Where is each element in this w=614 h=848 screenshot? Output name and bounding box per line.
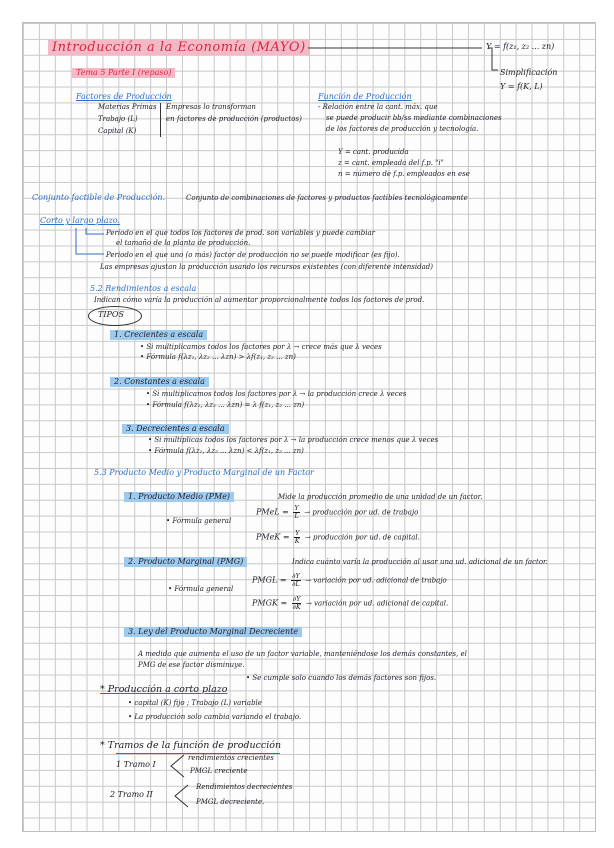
funcion-def: Y = cant. producida <box>338 148 409 156</box>
tipo-2-formula: • Fórmula f(λz₁, λz₂ ... λzn) = λ f(z₁, z₂ ... zn) <box>146 401 305 409</box>
conjunto-heading: Conjunto factible de Producción. <box>32 193 166 202</box>
pmgk-formula: PMGK = $\frac{\partial Y}{\partial K}$ → variación por ud. adicional de capital. <box>252 595 449 611</box>
tipo-1-heading: 1. Crecientes a escala <box>110 330 207 340</box>
tramo-1-item: PMGL creciente <box>190 767 248 775</box>
factor-item: Capital (K) <box>98 127 137 135</box>
page-subtitle: Tema 5 Parte I (repaso) <box>72 68 175 78</box>
pmgl-formula: PMGL = $\frac{\partial Y}{\partial L}$ → variación por ud. adicional de trabajo <box>252 572 447 588</box>
plazo-arrows <box>70 226 110 262</box>
simplification-label: Simplificación <box>500 68 558 77</box>
tramo-2-label: 2 Tramo II <box>110 790 153 799</box>
corto-heading: * Producción a corto plazo <box>100 684 228 695</box>
pmg-heading: 2. Producto Marginal (PMG) <box>124 557 247 567</box>
tipo-3-heading: 3. Decrecientes a escala <box>122 424 229 434</box>
tramo-2-item: PMGL decreciente. <box>196 798 265 806</box>
plazo-heading: Corto y largo plazo. <box>40 216 120 225</box>
funcion-text: - Relación entre la cant. máx. que <box>318 103 438 111</box>
tramos-heading: * Tramos de la función de producción <box>100 740 282 751</box>
ley-text: A medida que aumenta el uso de un factor variable, manteniéndose los demás constantes, el <box>138 650 467 658</box>
rendimientos-heading: 5.2 Rendimientos a escala <box>90 284 197 293</box>
plazo-text: Las empresas ajustan la producción usando los recursos existentes (con diferente intensidad) <box>100 263 433 271</box>
pme-heading: 1. Producto Medio (PMe) <box>124 492 234 502</box>
function-general: Y = f(z₁, z₂ ... zn) <box>486 42 555 51</box>
corto-bullet: • La producción solo cambia variando el trabajo. <box>128 713 302 721</box>
pmek-formula: PMeK = $\frac{Y}{K}$ → producción por ud. de capital. <box>256 529 420 545</box>
conjunto-text: Conjunto de combinaciones de factores y productos factibles tecnológicamente <box>186 194 468 202</box>
producto-heading: 5.3 Producto Medio y Producto Marginal de un Factor <box>94 468 314 477</box>
pme-formula-label: • Fórmula general <box>166 517 232 525</box>
factores-heading: Factores de Producción <box>76 92 172 101</box>
header-arrow-lines <box>308 44 508 90</box>
funcion-def: n = número de f.p. empleados en ese <box>338 170 470 178</box>
page-title: Introducción a la Economía (MAYO) <box>48 40 310 55</box>
pmg-formula-label: • Fórmula general <box>168 585 234 593</box>
tramo-1-item: rendimientos crecientes <box>188 754 274 762</box>
factores-desc: en factores de producción (productos) <box>166 115 302 123</box>
ley-note: • Se cumple solo cuando los demás factores son fijos. <box>246 674 437 682</box>
pmel-formula: PMeL = $\frac{Y}{L}$ → producción por ud. de trabajo <box>256 504 419 520</box>
plazo-text: Periodo en el que uno (o más) factor de producción no se puede modificar (es fijo). <box>106 251 400 259</box>
pmg-desc: Indica cuánto varía la producción al usar una ud. adicional de un factor. <box>292 558 548 566</box>
factores-desc: Empresas lo transforman <box>166 103 256 111</box>
ley-heading: 3. Ley del Producto Marginal Decreciente <box>124 627 302 637</box>
tipos-label: TIPOS <box>98 310 124 319</box>
plazo-text: Periodo en el que todos los factores de prod. son variables y puede cambiar <box>106 229 375 237</box>
factor-item: Trabajo (L) <box>98 115 138 123</box>
ley-text: PMG de ese factor disminuye. <box>138 661 245 669</box>
funcion-heading: Función de Producción <box>318 92 412 101</box>
chevron-left-icon <box>172 783 192 809</box>
chevron-left-icon <box>168 753 188 779</box>
plazo-text: el tamaño de la planta de producción. <box>116 239 251 247</box>
tipo-2-text: • Si multiplicamos todos los factores por λ → la producción crece λ veces <box>146 390 407 398</box>
factor-item: Materias Primas <box>98 103 157 111</box>
tipo-3-text: • Si multiplicas todos los factores por λ → la producción crece menos que λ veces <box>148 436 439 444</box>
corto-bullet: • capital (K) fijo ; Trabajo (L) variable <box>128 699 262 707</box>
notebook-page <box>22 22 596 832</box>
tramo-2-item: Rendimientos decrecientes <box>196 783 293 791</box>
rendimientos-text: Indican cómo varía la producción al aumentar proporcionalmente todos los factores de prod. <box>94 296 425 304</box>
tipo-1-formula: • Fórmula f(λz₁, λz₂ ... λzn) > λf(z₁, z₂ ... zn) <box>140 353 296 361</box>
tramo-1-label: 1 Tramo I <box>116 760 156 769</box>
brace-icon <box>160 103 161 137</box>
pme-desc: Mide la producción promedio de una unidad de un factor. <box>278 493 483 501</box>
tipo-3-formula: • Fórmula f(λz₁, λz₂ ... λzn) < λf(z₁, z₂ ... zn) <box>148 447 304 455</box>
tipo-2-heading: 2. Constantes a escala <box>110 377 209 387</box>
funcion-def: z = cant. empleada del f.p. "i" <box>338 159 444 167</box>
function-simplified: Y = f(K, L) <box>500 82 543 91</box>
tipo-1-text: • Si multiplicamos todos los factores por λ → crece más que λ veces <box>140 343 382 351</box>
funcion-text: de los factores de producción y tecnología. <box>326 125 479 133</box>
funcion-text: se puede producir bb/ss mediante combinaciones <box>326 114 502 122</box>
